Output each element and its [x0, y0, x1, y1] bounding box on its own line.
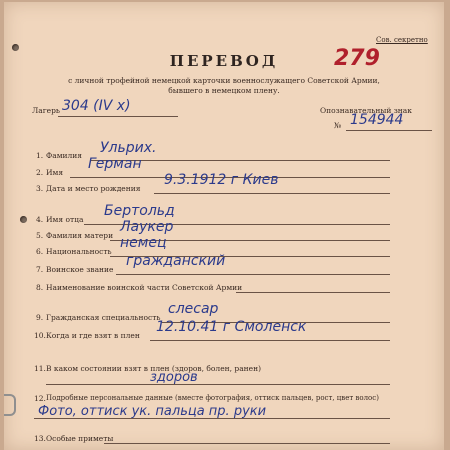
document-title: ПЕРЕВОД: [169, 52, 279, 70]
subtitle-line-1: с личной трофейной немецкой карточки военнослужащего Советской Армии,: [68, 76, 380, 85]
field-3-number: 3.: [36, 184, 44, 193]
field-8-number: 8.: [36, 283, 44, 292]
stamp-number: 279: [334, 46, 380, 71]
tag-prefix: №: [334, 121, 342, 130]
field-5-label: Фамилия матери: [46, 231, 114, 240]
field-10-label: Когда и где взят в плен: [46, 331, 140, 340]
field-10-value: 12.10.41 г Смоленск: [156, 319, 307, 335]
field-11-value: здоров: [150, 370, 198, 385]
field-12-label: Подробные персональные данные (вместе фотография, оттиск пальцев, рост, цвет волос): [46, 394, 379, 402]
field-7-label: Воинское звание: [46, 265, 114, 274]
camp-value: 304 (IV x): [62, 98, 131, 114]
field-11-label: В каком состоянии взят в плен (здоров, болен, ранен): [46, 364, 262, 373]
field-13-number: 13.: [34, 434, 46, 443]
subtitle-line-2: бывшего в немецком плену.: [168, 86, 280, 95]
field-6-value: немец: [120, 235, 167, 251]
tag-value: 154944: [350, 112, 404, 128]
field-12-value: Фото, оттиск ук. пальца пр. руки: [38, 404, 267, 419]
field-1-label: Фамилия: [46, 151, 83, 160]
field-2-label: Имя: [46, 168, 64, 177]
field-8-underline: [236, 292, 390, 293]
paper-clip: [4, 394, 16, 416]
field-5-number: 5.: [36, 231, 44, 240]
field-7-value: гражданский: [126, 253, 226, 269]
field-13-label: Особые приметы: [46, 434, 114, 443]
field-4-value: Бертольд: [104, 203, 175, 219]
field-3-value: 9.3.1912 г Киев: [164, 172, 279, 188]
field-6-label: Национальность: [46, 247, 112, 256]
field-9-number: 9.: [36, 313, 44, 322]
punch-hole-top: [12, 44, 19, 51]
field-8-label: Наименование воинской части Советской Армии: [46, 283, 243, 292]
field-2-value: Герман: [88, 156, 142, 172]
field-1-value: Ульрих.: [100, 140, 157, 156]
field-12-number: 12.: [34, 394, 46, 403]
field-10-number: 10.: [34, 331, 46, 340]
tag-label: Опознавательный знак: [320, 106, 412, 115]
field-5-value: Лаукер: [120, 219, 174, 235]
field-7-number: 7.: [36, 265, 44, 274]
field-13-underline: [104, 443, 390, 444]
classification-mark: Сов. секретно: [376, 36, 428, 44]
field-9-label: Гражданская специальность: [46, 313, 161, 322]
document-sheet: [4, 2, 444, 450]
field-2-number: 2.: [36, 168, 44, 177]
field-11-underline: [46, 384, 390, 385]
field-3-underline: [154, 193, 390, 194]
field-11-number: 11.: [34, 364, 46, 373]
tag-underline: [346, 130, 432, 131]
field-6-number: 6.: [36, 247, 44, 256]
camp-label: Лагерь: [32, 106, 60, 115]
camp-underline: [58, 116, 178, 117]
field-7-underline: [116, 274, 390, 275]
field-3-label: Дата и место рождения: [46, 184, 141, 193]
field-10-underline: [150, 340, 390, 341]
field-4-number: 4.: [36, 215, 44, 224]
field-4-label: Имя отца: [46, 215, 84, 224]
field-9-value: слесар: [168, 301, 219, 317]
field-1-number: 1.: [36, 151, 44, 160]
punch-hole-middle: [20, 216, 27, 223]
